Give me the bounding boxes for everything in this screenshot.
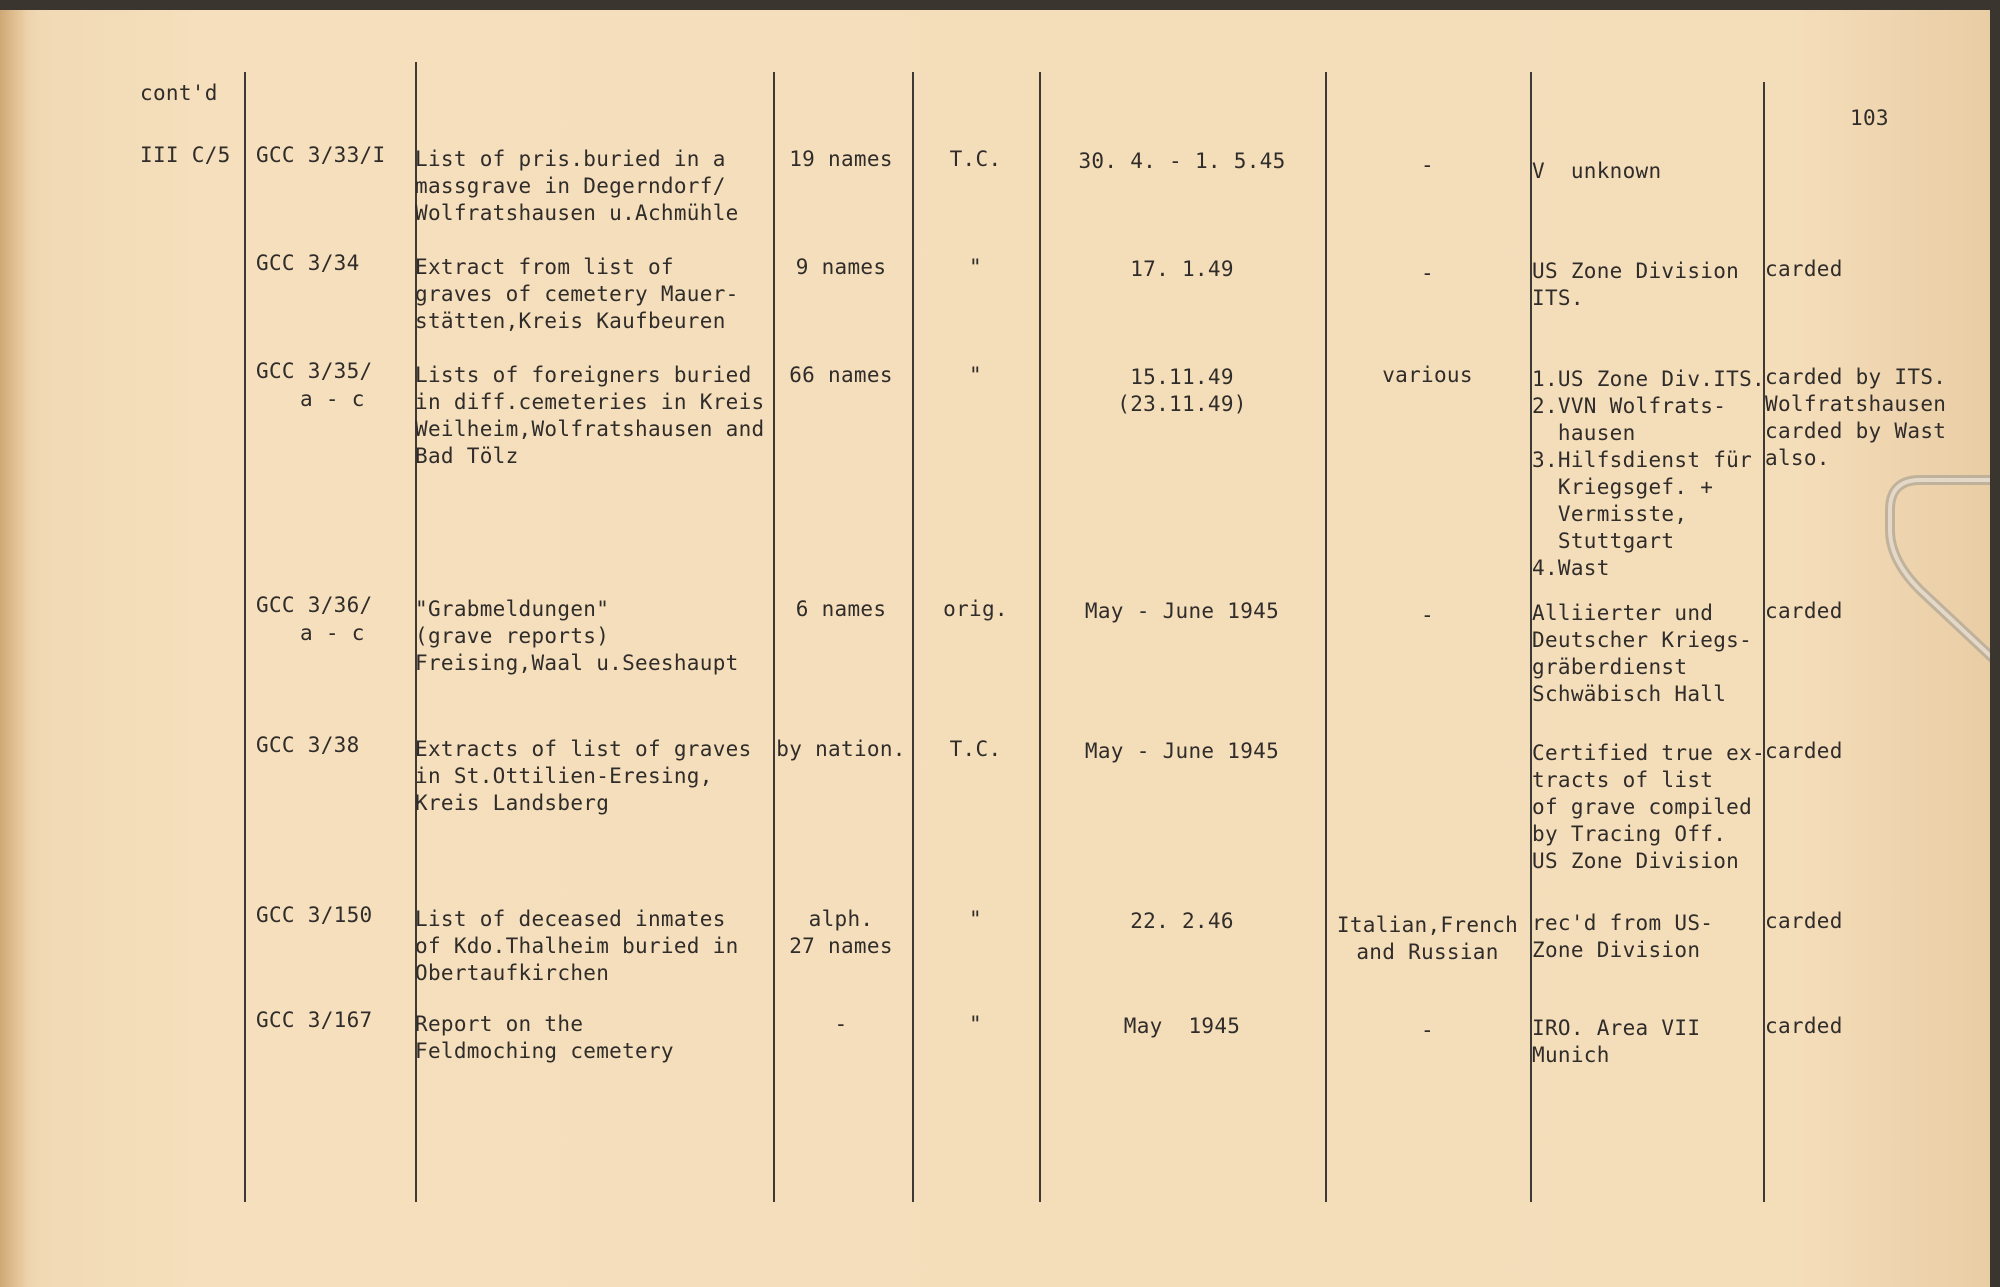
entry-remarks-line: carded by Wast [1765, 419, 1947, 443]
entry-date [1041, 908, 1323, 935]
entry-description-line: Report on the [415, 1012, 584, 1036]
entry-quantity [776, 906, 906, 960]
entry-source [1532, 910, 1761, 964]
entry-source-line: Deutscher Kriegs- [1532, 628, 1753, 652]
entry-source-line: 3.Hilfsdienst für [1532, 448, 1753, 472]
entry-quantity-line: 27 names [789, 934, 893, 958]
entry-description-line: Kreis Landsberg [415, 791, 610, 815]
entry-source-line: US Zone Division [1532, 259, 1740, 283]
entry-description-line: Weilheim,Wolfratshausen and [415, 417, 765, 441]
document-type: T.C. [949, 737, 1002, 761]
entry-source-line: hausen [1532, 421, 1636, 445]
entry-source-line: 1.US Zone Div.ITS. [1532, 367, 1765, 391]
page-number: 103 [1850, 106, 1889, 130]
entry-description [415, 362, 775, 470]
entry-remarks-line: carded [1765, 1014, 1843, 1038]
entry-description-line: massgrave in Degerndorf/ [415, 174, 726, 198]
entry-remarks-line: Wolfratshausen [1765, 392, 1947, 416]
page-binding-edge [0, 10, 28, 1287]
reference-number: GCC 3/34 [256, 251, 360, 275]
entry-description-line: (grave reports) [415, 624, 610, 648]
entry-source-line: of grave compiled [1532, 795, 1753, 819]
entry-description-line: Freising,Waal u.Seeshaupt [415, 651, 739, 675]
document-type: " [969, 907, 982, 931]
entry-date-line: May - June 1945 [1084, 739, 1280, 763]
entry-source-line: Certified true ex- [1532, 741, 1765, 765]
entry-description-line: Obertaufkirchen [415, 961, 610, 985]
entry-description-line: in St.Ottilien-Eresing, [415, 764, 713, 788]
entry-quantity-line: by nation. [776, 737, 906, 761]
paper-clip-icon [1880, 450, 1990, 670]
entry-source-line: Munich [1532, 1043, 1610, 1067]
entry-description-line: "Grabmeldungen" [415, 597, 610, 621]
entry-nationality-line: Italian,French [1336, 913, 1519, 937]
entry-source [1532, 600, 1761, 708]
entry-date-line: 17. 1.49 [1130, 257, 1234, 281]
entry-source-line: rec'd from US- [1532, 911, 1714, 935]
entry-quantity-line: 66 names [789, 363, 893, 387]
entry-nationality-line: - [1421, 603, 1434, 627]
entry-remarks [1765, 1013, 1990, 1040]
reference-number: GCC 3/33/I [256, 143, 386, 167]
document-type: orig. [943, 597, 1008, 621]
reference-number: GCC 3/167 [256, 1008, 373, 1032]
entry-description-line: in diff.cemeteries in Kreis [415, 390, 765, 414]
entry-date-line: (23.11.49) [1117, 392, 1247, 416]
entry-source [1532, 366, 1765, 582]
entry-remarks-line: carded [1765, 909, 1843, 933]
reference-subrange: a - c [300, 387, 365, 411]
entry-remarks-line: carded [1765, 599, 1843, 623]
entry-source-line: Stuttgart [1532, 529, 1675, 553]
section-code: III C/5 [140, 143, 231, 167]
entry-source-line: V unknown [1532, 159, 1662, 183]
entry-source-line: IRO. Area VII [1532, 1016, 1701, 1040]
entry-quantity [776, 736, 906, 763]
entry-description-line: Extracts of list of graves [415, 737, 752, 761]
entry-source-line: gräberdienst [1532, 655, 1688, 679]
entry-quantity [776, 1011, 906, 1038]
entry-nationality [1327, 152, 1528, 179]
entry-date-line: 22. 2.46 [1130, 909, 1234, 933]
entry-source-line: Schwäbisch Hall [1532, 682, 1727, 706]
document-type: T.C. [949, 147, 1002, 171]
entry-quantity-line: 19 names [789, 147, 893, 171]
entry-description-line: of Kdo.Thalheim buried in [415, 934, 739, 958]
reference-number: GCC 3/38 [256, 733, 360, 757]
entry-description-line: Lists of foreigners buried [415, 363, 752, 387]
entry-nationality-line: - [1421, 261, 1434, 285]
document-type: " [969, 363, 982, 387]
entry-quantity-line: 6 names [795, 597, 887, 621]
entry-nationality [1327, 602, 1528, 629]
entry-description-line: Wolfratshausen u.Achmühle [415, 201, 739, 225]
entry-source [1532, 258, 1761, 312]
entry-remarks [1765, 738, 1990, 765]
entry-date [1041, 148, 1323, 175]
ledger-page [0, 10, 1990, 1287]
entry-source-line: ITS. [1532, 286, 1584, 310]
entry-quantity [776, 254, 906, 281]
entry-date [1041, 598, 1323, 625]
entry-source-line: Vermisste, [1532, 502, 1688, 526]
reference-subrange: a - c [300, 621, 365, 645]
document-type: " [969, 1012, 982, 1036]
entry-quantity [776, 362, 906, 389]
entry-source-line: Kriegsgef. + [1532, 475, 1714, 499]
entry-source-line: by Tracing Off. [1532, 822, 1727, 846]
entry-date [1041, 256, 1323, 283]
entry-remarks-line: also. [1765, 446, 1830, 470]
entry-source [1532, 1015, 1761, 1069]
entry-quantity [776, 596, 906, 623]
entry-date [1041, 1013, 1323, 1040]
entry-nationality-line: - [1421, 153, 1434, 177]
entry-nationality [1327, 362, 1528, 389]
entry-remarks [1765, 908, 1990, 935]
document-type: " [969, 255, 982, 279]
entry-description [415, 596, 775, 677]
entry-quantity-line: alph. [808, 907, 874, 931]
entry-date [1041, 364, 1323, 418]
entry-source-line: 4.Wast [1532, 556, 1610, 580]
entry-description-line: graves of cemetery Mauer- [415, 282, 739, 306]
entry-quantity-line: 9 names [795, 255, 887, 279]
entry-source-line: tracts of list [1532, 768, 1714, 792]
entry-description [415, 736, 775, 817]
entry-date-line: May 1945 [1123, 1014, 1241, 1038]
reference-number: GCC 3/150 [256, 903, 373, 927]
entry-nationality-line: and Russian [1356, 940, 1499, 964]
entry-quantity [776, 146, 906, 173]
entry-description-line: Bad Tölz [415, 444, 519, 468]
contd-label: cont'd [140, 81, 218, 105]
entry-nationality-line: - [1421, 1018, 1434, 1042]
entry-nationality [1327, 260, 1528, 287]
column-rule [244, 72, 246, 1202]
entry-source-line: Alliierter und [1532, 601, 1714, 625]
entry-date-line: 30. 4. - 1. 5.45 [1078, 149, 1286, 173]
entry-remarks-line: carded [1765, 257, 1843, 281]
entry-description-line: Feldmoching cemetery [415, 1039, 674, 1063]
entry-description-line: stätten,Kreis Kaufbeuren [415, 309, 726, 333]
entry-date-line: 15.11.49 [1130, 365, 1234, 389]
entry-nationality [1327, 912, 1528, 966]
entry-remarks [1765, 256, 1990, 283]
entry-description-line: List of deceased inmates [415, 907, 726, 931]
entry-nationality [1327, 1017, 1528, 1044]
entry-source-line: 2.VVN Wolfrats- [1532, 394, 1727, 418]
entry-nationality-line: various [1382, 363, 1473, 387]
reference-number: GCC 3/35/ [256, 359, 373, 383]
entry-description-line: List of pris.buried in a [415, 147, 726, 171]
entry-description [415, 1011, 775, 1065]
entry-source [1532, 740, 1765, 875]
entry-description [415, 146, 775, 227]
entry-source-line: Zone Division [1532, 938, 1701, 962]
entry-remarks-line: carded [1765, 739, 1843, 763]
entry-remarks-line: carded by ITS. [1765, 365, 1947, 389]
entry-description [415, 906, 775, 987]
entry-quantity-line: - [834, 1012, 848, 1036]
entry-date [1041, 738, 1323, 765]
entry-source [1532, 158, 1761, 185]
entry-description-line: Extract from list of [415, 255, 674, 279]
reference-number: GCC 3/36/ [256, 593, 373, 617]
entry-description [415, 254, 775, 335]
entry-date-line: May - June 1945 [1084, 599, 1280, 623]
entry-source-line: US Zone Division [1532, 849, 1740, 873]
